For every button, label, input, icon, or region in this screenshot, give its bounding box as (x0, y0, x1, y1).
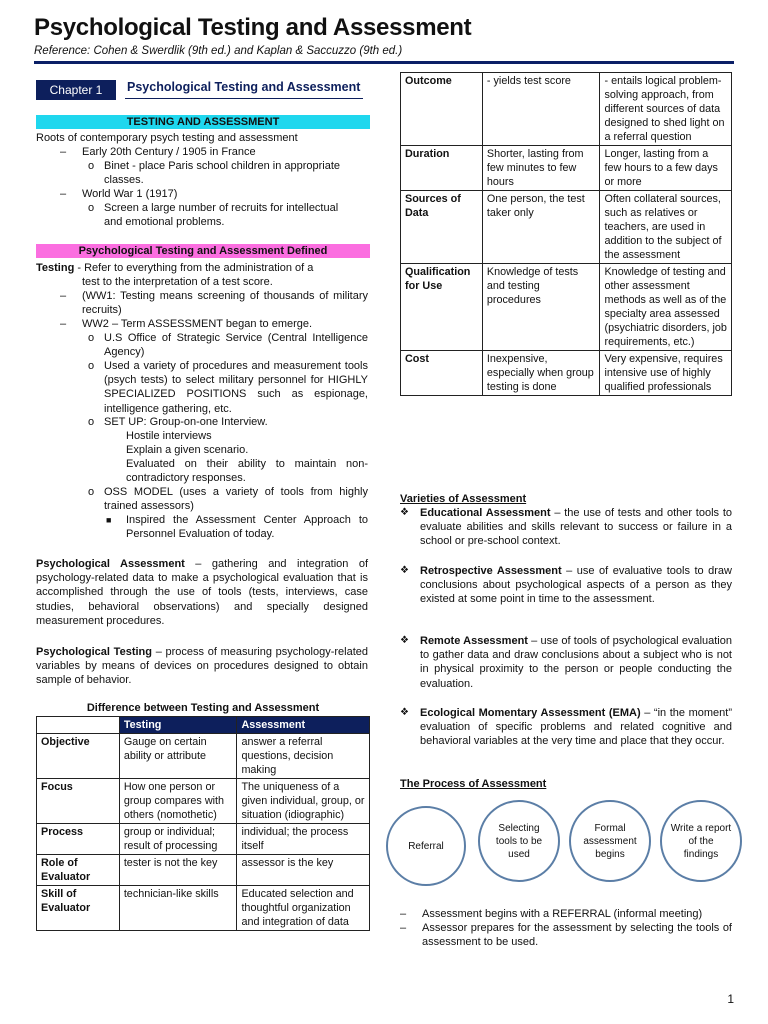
diamond-bullet: ❖ (400, 707, 409, 718)
table-row (37, 824, 370, 855)
table-row (401, 264, 732, 351)
row-label: Focus (37, 779, 120, 824)
table-cell: Longer, lasting from a few hours to a few days or more (600, 146, 732, 191)
row-label: Role of Evaluator (37, 855, 120, 886)
title-rule (34, 61, 734, 64)
page-number: 1 (727, 992, 734, 1006)
step-label: Selecting tools to be used (495, 822, 543, 860)
v1-def: – the use of tests and other tools to evaluate abilities and skills relevant to success or failure in a school or pre-school context. (420, 507, 733, 548)
binet-line1: Binet - place Paris school children in appropriate (104, 160, 341, 172)
table-header-cell (37, 717, 120, 734)
table-cell: tester is not the key (119, 855, 237, 886)
table-cell: individual; the process itself (237, 824, 370, 855)
table-row (37, 734, 370, 779)
testing-def-line1 (36, 261, 313, 275)
table-cell: Gauge on certain ability or attribute (119, 734, 237, 779)
procedures-text: Used a variety of procedures and measurement tools (psych tests) to select military personnel for HIGHLY SPECIALIZED POSITIONS such as espionage, intelligence gathering, etc. (104, 360, 368, 415)
table-cell: Knowledge of testing and other assessment methods as well as of the specialty area assessed (psychiatric disorders, job requirements, etc.) (600, 264, 732, 351)
educational-assessment (420, 506, 732, 549)
row-label: Objective (37, 734, 120, 779)
table-header-cell: Testing (119, 717, 237, 734)
dash-bullet: – (400, 908, 407, 920)
table-cell: - yields test score (482, 73, 600, 146)
pt-term: Psychological Testing (36, 646, 152, 658)
row-label: Process (37, 824, 120, 855)
dash-bullet: – (60, 188, 67, 200)
table-title: Difference between Testing and Assessment (86, 702, 320, 714)
circle-bullet: o (88, 160, 95, 172)
retrospective-assessment (420, 564, 732, 607)
table-cell: Educated selection and thoughtful organization and integration of data (237, 886, 370, 931)
step-label: Write a report of the findings (670, 822, 732, 860)
table-row (401, 146, 732, 191)
pt-def: – process of measuring psychology-related variables by means of devices on procedures designed to obtain sample of behavior. (36, 646, 369, 687)
row-label: Qualification for Use (401, 264, 483, 351)
inspired-text: Inspired the Assessment Center Approach to Personnel Evaluation of today. (126, 514, 368, 541)
table-cell: Very expensive, requires intensive use of highly qualified professionals (600, 351, 732, 396)
v4-term: Ecological Momentary Assessment (EMA) (420, 707, 641, 719)
step-label: Referral (408, 840, 444, 852)
section-heading-defined: Psychological Testing and Assessment Defined (36, 244, 370, 258)
step-referral (386, 806, 466, 886)
table-cell: - entails logical problem-solving approach, from different sources of data designed to shed light on a referral question (600, 73, 732, 146)
v2-term: Retrospective Assessment (420, 565, 562, 577)
step-label: Formal assessment begins (583, 822, 637, 860)
dash-bullet: – (400, 922, 407, 934)
ww1-text: (WW1: Testing means screening of thousands of military recruits) (82, 290, 368, 317)
chapter-title: Psychological Testing and Assessment (125, 80, 363, 99)
row-label: Sources of Data (401, 191, 483, 264)
table-cell: answer a referral questions, decision making (237, 734, 370, 779)
setup-evaluated: Evaluated on their ability to maintain non-contradictory responses. (126, 458, 368, 485)
table-header-cell: Assessment (237, 717, 370, 734)
step-formal-assessment (569, 800, 651, 882)
bullet-ww1: World War 1 (1917) (82, 188, 178, 200)
circle-bullet: o (88, 332, 95, 344)
chapter-label: Chapter 1 (36, 80, 116, 100)
pa-term: Psychological Assessment (36, 558, 185, 570)
testing-def-1: - Refer to everything from the administration of a (74, 262, 314, 274)
screen-line2: and emotional problems. (104, 216, 225, 228)
v1-term: Educational Assessment (420, 507, 551, 519)
circle-bullet: o (88, 202, 95, 214)
table-row (401, 191, 732, 264)
table-cell: Shorter, lasting from few minutes to few hours (482, 146, 600, 191)
reference-line: Reference: Cohen & Swerdlik (9th ed.) and Kaplan & Saccuzzo (9th ed.) (34, 45, 403, 57)
setup-text: SET UP: Group-on-one Interview. (104, 416, 268, 428)
v3-def: – use of tools of psychological evaluation to gather data and draw conclusions about a subject who is not in physical proximity to the person or people conducting the evaluation. (420, 635, 732, 690)
table-cell: assessor is the key (237, 855, 370, 886)
dash-bullet: – (60, 318, 67, 330)
v4-def: – “in the moment” evaluation of specific problems and related cognitive and behavioral variables at the very time and place that they occur. (420, 707, 732, 748)
step-write-report (660, 800, 742, 882)
diamond-bullet: ❖ (400, 507, 409, 518)
oss-text: U.S Office of Strategic Service (Central Intelligence Agency) (104, 332, 368, 359)
testing-term: Testing (36, 262, 75, 274)
table-cell: Knowledge of tests and testing procedures (482, 264, 600, 351)
circle-bullet: o (88, 416, 95, 428)
row-label: Skill of Evaluator (37, 886, 120, 931)
table-cell: How one person or group compares with others (nomothetic) (119, 779, 237, 824)
difference-table (36, 716, 370, 931)
table-row (37, 886, 370, 931)
table-cell: group or individual; result of processing (119, 824, 237, 855)
table-cell: Inexpensive, especially when group testing is done (482, 351, 600, 396)
table-cell: Often collateral sources, such as relatives or teachers, are used in addition to the subject of the assessment (600, 191, 732, 264)
step-selecting-tools (478, 800, 560, 882)
setup-hostile: Hostile interviews (126, 430, 212, 442)
table-cell: The uniqueness of a given individual, group, or situation (idiographic) (237, 779, 370, 824)
table-row (401, 351, 732, 396)
oss-model-text: OSS MODEL (uses a variety of tools from highly trained assessors) (104, 486, 368, 513)
table-row (401, 73, 732, 146)
document-title: Psychological Testing and Assessment (34, 14, 472, 41)
screen-line1: Screen a large number of recruits for intellectual (104, 202, 339, 214)
comparison-table-continued (400, 72, 732, 396)
row-label: Outcome (401, 73, 483, 146)
row-label: Cost (401, 351, 483, 396)
table-cell: technician-like skills (119, 886, 237, 931)
psych-assessment-def (36, 557, 368, 628)
setup-scenario: Explain a given scenario. (126, 444, 249, 456)
bullet-1905: Early 20th Century / 1905 in France (82, 146, 256, 158)
diamond-bullet: ❖ (400, 565, 409, 576)
circle-bullet: o (88, 486, 95, 498)
v2-def: – use of evaluative tools to draw conclusions about psychological aspects of a person as they existed at some point in time to the assessment. (420, 565, 732, 606)
process-note-1: Assessment begins with a REFERRAL (informal meeting) (422, 908, 703, 920)
row-label: Duration (401, 146, 483, 191)
binet-line2: classes. (104, 174, 144, 186)
remote-assessment (420, 634, 732, 691)
diamond-bullet: ❖ (400, 635, 409, 646)
ww2-text: WW2 – Term ASSESSMENT began to emerge. (82, 318, 313, 330)
v3-term: Remote Assessment (420, 635, 528, 647)
dash-bullet: – (60, 290, 67, 302)
process-heading: The Process of Assessment (400, 778, 547, 790)
square-bullet: ■ (106, 515, 112, 525)
section-heading-testing-assessment: TESTING AND ASSESSMENT (36, 115, 370, 129)
psych-testing-def (36, 645, 368, 688)
circle-bullet: o (88, 360, 95, 372)
process-note-2: Assessor prepares for the assessment by selecting the tools of assessment to be used. (422, 922, 732, 949)
pa-def: – gathering and integration of psychology-related data to make a psychological evaluation that is accomplished through the use of tools (tests, interviews, case studies, behavioral observations) and specially designed measurement procedures. (36, 558, 368, 627)
table-row (37, 855, 370, 886)
table-row (37, 779, 370, 824)
testing-def-line2: test to the interpretation of a test score. (82, 276, 273, 288)
roots-text: Roots of contemporary psych testing and assessment (36, 132, 298, 144)
table-cell: One person, the test taker only (482, 191, 600, 264)
ema-assessment (420, 706, 732, 749)
varieties-heading: Varieties of Assessment (400, 493, 527, 505)
dash-bullet: – (60, 146, 67, 158)
